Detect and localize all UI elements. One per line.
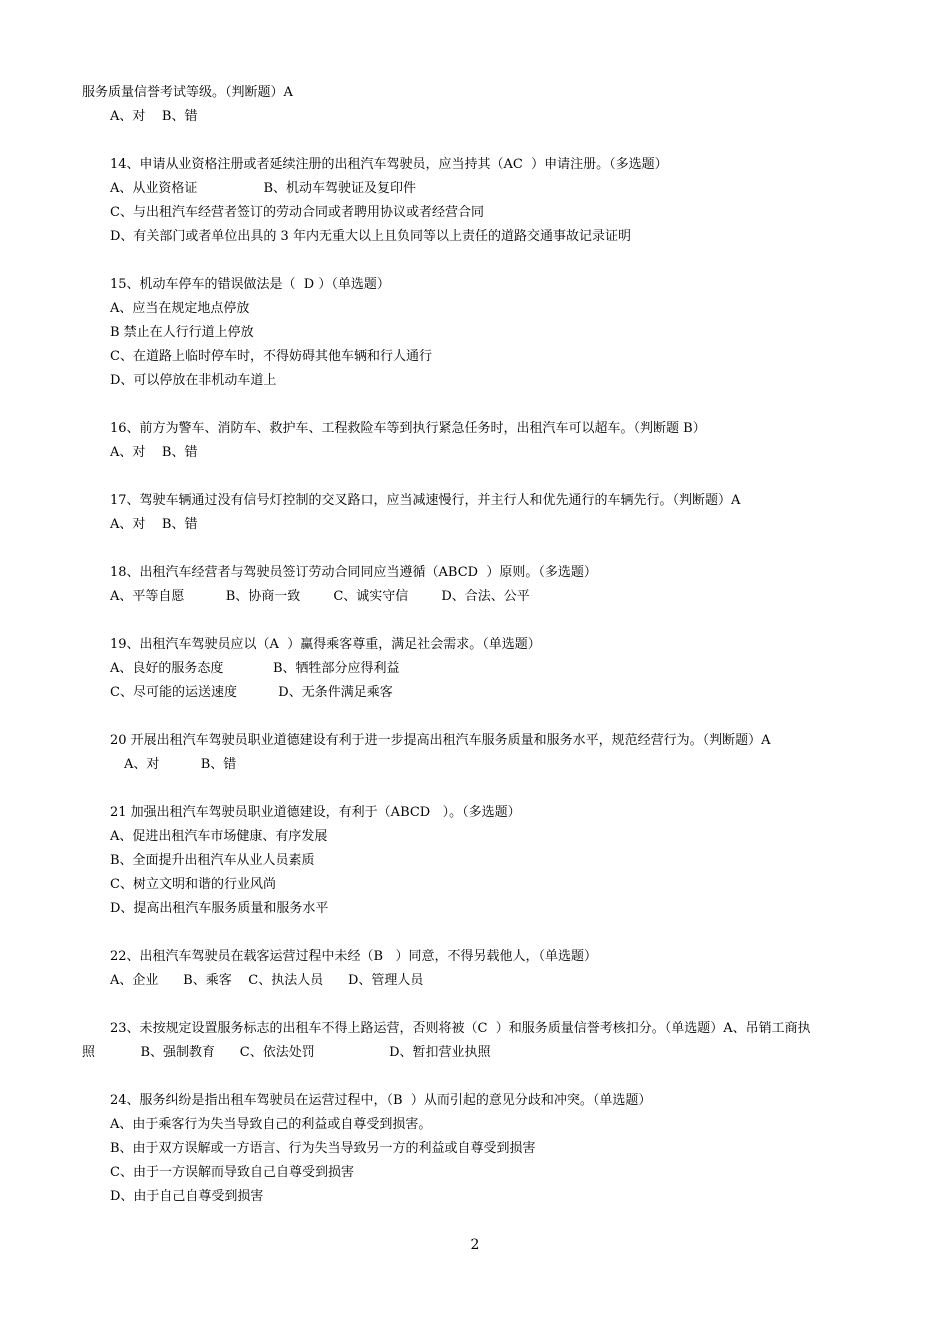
option-line: C、与出租汽车经营者签订的劳动合同或者聘用协议或者经营合同 — [110, 205, 484, 220]
option-line: A、对 B、错 — [110, 517, 198, 532]
option-line: A、由于乘客行为失当导致自己的利益或自尊受到损害。 — [110, 1117, 432, 1132]
question-18: 18、出租汽车经营者与驾驶员签订劳动合同同应当遵循（ABCD ）原则。（多选题） — [110, 565, 597, 580]
option-line: C、树立文明和谐的行业风尚 — [110, 877, 276, 892]
option-line: B 禁止在人行行道上停放 — [110, 325, 254, 340]
option-line: C、尽可能的运送速度 D、无条件满足乘客 — [110, 685, 393, 700]
question-23: 23、未按规定设置服务标志的出租车不得上路运营，否则将被（C ）和服务质量信誉考核扣分。（单选题）A、吊销工商执 — [110, 1021, 811, 1036]
question-21: 21 加强出租汽车驾驶员职业道德建设，有利于（ABCD ）。（多选题） — [110, 805, 521, 820]
text-line: 服务质量信誉考试等级。（判断题）A — [82, 85, 293, 100]
question-22: 22、出租汽车驾驶员在载客运营过程中未经（B ）同意，不得另载他人，（单选题） — [110, 949, 597, 964]
question-16: 16、前方为警车、消防车、救护车、工程救险车等到执行紧急任务时，出租汽车可以超车。（判断题 B） — [110, 421, 706, 436]
option-line: D、有关部门或者单位出具的 3 年内无重大以上且负同等以上责任的道路交通事故记录证明 — [110, 229, 631, 244]
option-line: A、平等自愿 B、协商一致 C、诚实守信 D、合法、公平 — [110, 589, 530, 604]
question-24: 24、服务纠纷是指出租车驾驶员在运营过程中，（B ）从而引起的意见分歧和冲突。（单选题） — [110, 1093, 652, 1108]
option-line: D、可以停放在非机动车道上 — [110, 373, 277, 388]
question-14: 14、申请从业资格注册或者延续注册的出租汽车驾驶员，应当持其（AC ）申请注册。（多选题） — [110, 157, 668, 172]
option-line: D、提高出租汽车服务质量和服务水平 — [110, 901, 329, 916]
page-number: 2 — [470, 1237, 480, 1253]
option-line: A、促进出租汽车市场健康、有序发展 — [110, 829, 328, 844]
option-line: A、企业 B、乘客 C、执法人员 D、管理人员 — [110, 973, 424, 988]
question-20: 20 开展出租汽车驾驶员职业道德建设有利于进一步提高出租汽车服务质量和服务水平，规范经营行为。（判断题）A — [110, 733, 771, 748]
option-line: C、由于一方误解而导致自己自尊受到损害 — [110, 1165, 354, 1180]
option-line: A、从业资格证 B、机动车驾驶证及复印件 — [110, 181, 417, 196]
option-line: B、全面提升出租汽车从业人员素质 — [110, 853, 315, 868]
option-line: A、良好的服务态度 B、牺牲部分应得利益 — [110, 661, 400, 676]
question-19: 19、出租汽车驾驶员应以（A ）赢得乘客尊重，满足社会需求。（单选题） — [110, 637, 541, 652]
option-line: A、对 B、错 — [124, 757, 237, 772]
option-line: C、在道路上临时停车时，不得妨碍其他车辆和行人通行 — [110, 349, 432, 364]
option-line: 照 B、强制教育 C、依法处罚 D、暂扣营业执照 — [82, 1045, 491, 1060]
option-line: A、对 B、错 — [110, 445, 198, 460]
option-line: B、由于双方误解或一方语言、行为失当导致另一方的利益或自尊受到损害 — [110, 1141, 536, 1156]
option-line: D、由于自己自尊受到损害 — [110, 1189, 264, 1204]
question-15: 15、机动车停车的错误做法是（ D ）（单选题） — [110, 277, 390, 292]
question-17: 17、驾驶车辆通过没有信号灯控制的交叉路口，应当减速慢行，并主行人和优先通行的车辆先行。（判断题）A — [110, 493, 741, 508]
option-line: A、应当在规定地点停放 — [110, 301, 250, 316]
text-line: A、对 B、错 — [110, 109, 198, 124]
